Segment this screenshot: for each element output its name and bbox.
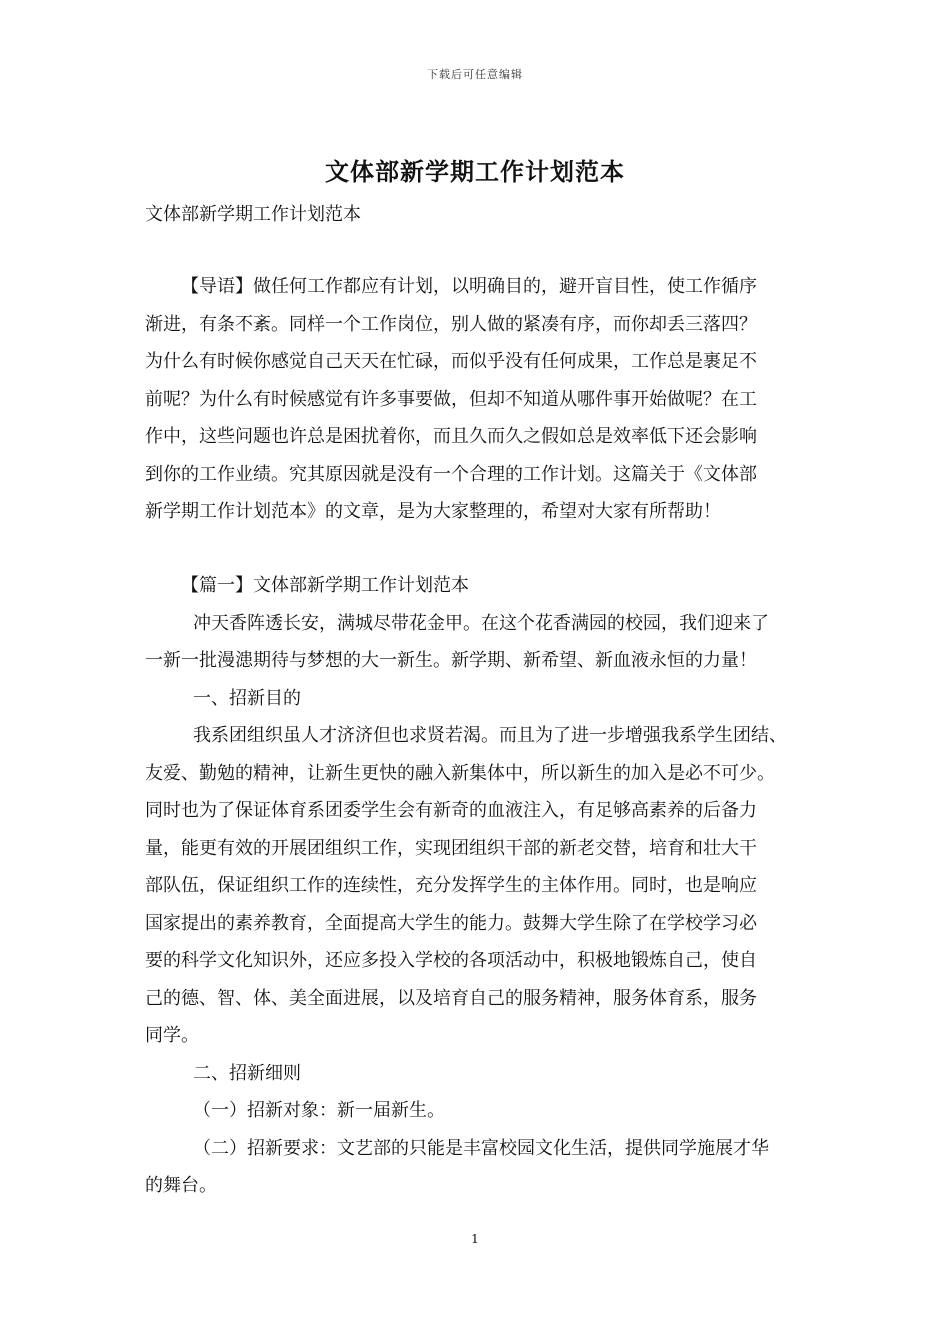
intro-line: 为什么有时候你感觉自己天天在忙碌，而似乎没有任何成果，工作总是裹足不 bbox=[145, 351, 757, 372]
intro-line: 渐进，有条不紊。同样一个工作岗位，别人做的紧凑有序，而你却丢三落四？ bbox=[145, 313, 757, 335]
section-para-line: 冲天香阵透长安，满城尽带花金甲。在这个花香满园的校园，我们迎来了 bbox=[193, 612, 769, 634]
page-number: 1 bbox=[471, 1232, 479, 1246]
purpose-line: 己的德、智、体、美全面进展，以及培育自己的服务精神，服务体育系，服务 bbox=[145, 987, 757, 1009]
section-heading: 【篇一】文体部新学期工作计划范本 bbox=[181, 575, 469, 596]
intro-line: 前呢？为什么有时候感觉有许多事要做，但却不知道从哪件事开始做呢？在工 bbox=[145, 388, 757, 410]
subtitle: 文体部新学期工作计划范本 bbox=[145, 204, 361, 225]
intro-line: 【导语】做任何工作都应有计划，以明确目的，避开盲目性，使工作循序 bbox=[181, 276, 757, 297]
heading-two: 二、招新细则 bbox=[193, 1062, 301, 1084]
document-title: 文体部新学期工作计划范本 bbox=[325, 157, 625, 186]
purpose-line: 要的科学文化知识外，还应多投入学校的各项活动中，积极地锻炼自己，使自 bbox=[145, 950, 757, 971]
intro-line: 作中，这些问题也许总是困扰着你，而且久而久之假如总是效率低下还会影响 bbox=[145, 426, 757, 447]
purpose-line: 我系团组织虽人才济济但也求贤若渴。而且为了进一步增强我系学生团结、 bbox=[193, 725, 787, 746]
rule-line: （一）招新对象：新一届新生。 bbox=[193, 1100, 445, 1121]
section-one bbox=[145, 567, 810, 1205]
purpose-line: 国家提出的素养教育，全面提高大学生的能力。鼓舞大学生除了在学校学习必 bbox=[145, 912, 757, 934]
purpose-line: 友爱、勤勉的精神，让新生更快的融入新集体中，所以新生的加入是必不可少。 bbox=[145, 762, 775, 784]
purpose-line: 量，能更有效的开展团组织工作，实现团组织干部的新老交替，培育和壮大干 bbox=[145, 837, 757, 859]
intro-line: 新学期工作计划范本》的文章，是为大家整理的，希望对大家有所帮助！ bbox=[145, 501, 721, 522]
subtitle-block bbox=[145, 196, 810, 234]
intro-line: 到你的工作业绩。究其原因就是没有一个合理的工作计划。这篇关于《文体部 bbox=[145, 463, 757, 485]
rule-line: （二）招新要求：文艺部的只能是丰富校园文化生活，提供同学施展才华 bbox=[193, 1137, 769, 1159]
section-para-line: 一新一批漫漶期待与梦想的大一新生。新学期、新希望、新血液永恒的力量！ bbox=[145, 650, 757, 671]
header-note: 下载后可任意编辑 bbox=[427, 68, 523, 81]
intro-paragraph bbox=[145, 268, 810, 531]
heading-one: 一、招新目的 bbox=[193, 687, 301, 709]
rule-line: 的舞台。 bbox=[145, 1175, 217, 1196]
purpose-line: 部队伍，保证组织工作的连续性，充分发挥学生的主体作用。同时，也是响应 bbox=[145, 875, 757, 896]
purpose-line: 同学。 bbox=[145, 1025, 199, 1046]
purpose-line: 同时也为了保证体育系团委学生会有新奇的血液注入，有足够高素养的后备力 bbox=[145, 800, 757, 821]
